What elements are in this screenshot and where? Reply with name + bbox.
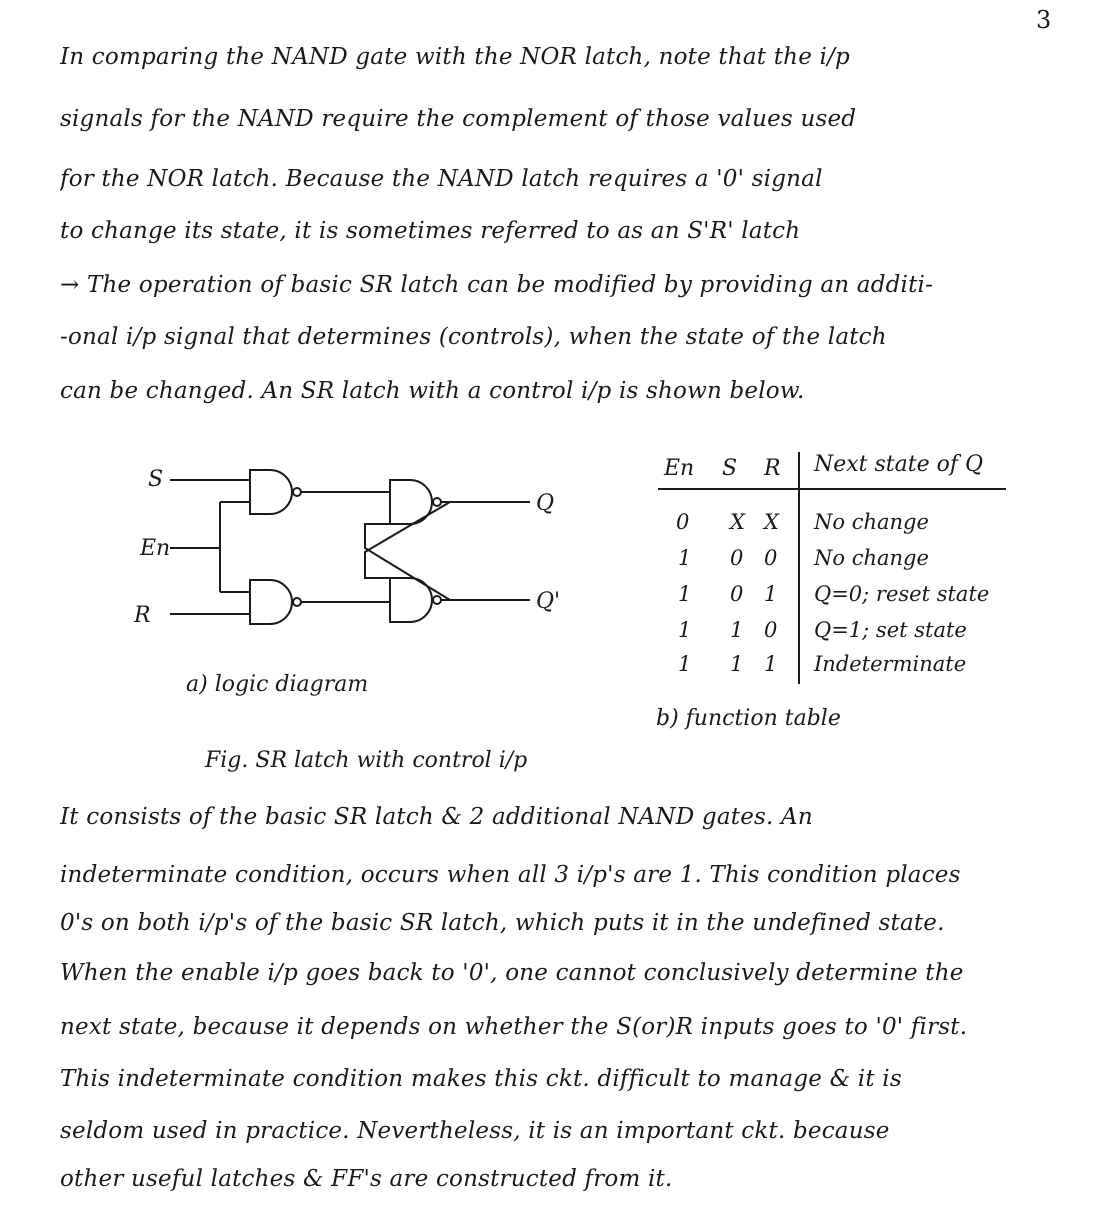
table-cell: 1	[678, 582, 692, 606]
text-line: It consists of the basic SR latch & 2 additional NAND gates. An	[60, 804, 813, 830]
text-line: signals for the NAND require the complement of those values used	[60, 106, 857, 132]
table-cell: 1	[764, 582, 778, 606]
table-cell: Q=0; reset state	[814, 582, 990, 606]
function-table	[650, 440, 1050, 690]
text-line: When the enable i/p goes back to '0', one cannot conclusively determine the	[60, 960, 964, 986]
table-cell: 1	[678, 618, 692, 642]
diagram-caption: a) logic diagram	[186, 672, 369, 697]
table-cell: X	[730, 510, 745, 534]
table-cell: 0	[730, 546, 744, 570]
header-next-state: Next state of Q	[814, 452, 984, 477]
text-line: This indeterminate condition makes this ckt. difficult to manage & it is	[60, 1066, 902, 1092]
table-cell: 1	[730, 652, 744, 676]
table-cell: Indeterminate	[814, 652, 967, 676]
output-label-q: Q	[536, 491, 555, 516]
text-line: indeterminate condition, occurs when all 3 i/p's are 1. This condition places	[60, 862, 961, 888]
table-cell: 1	[764, 652, 778, 676]
text-line: 0's on both i/p's of the basic SR latch, which puts it in the undefined state.	[60, 910, 945, 936]
header-r: R	[764, 456, 781, 481]
sr-latch-logic-diagram	[120, 452, 600, 652]
text-line: In comparing the NAND gate with the NOR latch, note that the i/p	[60, 44, 850, 70]
table-cell: 0	[764, 618, 778, 642]
input-label-s: S	[148, 467, 164, 492]
header-en: En	[664, 456, 695, 481]
table-divider	[658, 488, 1006, 490]
table-cell: X	[764, 510, 779, 534]
text-line: for the NOR latch. Because the NAND latch requires a '0' signal	[60, 166, 823, 192]
text-line: other useful latches & FF's are constructed from it.	[60, 1166, 673, 1192]
text-line: next state, because it depends on whether the S(or)R inputs goes to '0' first.	[60, 1014, 968, 1040]
page-number: 3	[1036, 6, 1052, 34]
table-caption: b) function table	[656, 706, 841, 731]
text-line: to change its state, it is sometimes referred to as an S'R' latch	[60, 218, 801, 244]
table-cell: No change	[814, 510, 929, 534]
table-cell: 0	[764, 546, 778, 570]
table-cell: 1	[678, 546, 692, 570]
table-divider	[798, 452, 800, 684]
text-line: seldom used in practice. Nevertheless, it is an important ckt. because	[60, 1118, 890, 1144]
table-cell: 0	[676, 510, 690, 534]
text-line: can be changed. An SR latch with a control i/p is shown below.	[60, 378, 805, 404]
input-label-r: R	[134, 603, 151, 628]
text-line: → The operation of basic SR latch can be modified by providing an additi-	[60, 272, 934, 298]
output-label-q-prime: Q'	[536, 589, 561, 614]
text-line: -onal i/p signal that determines (controls), when the state of the latch	[60, 324, 887, 350]
figure-caption: Fig. SR latch with control i/p	[205, 748, 528, 773]
table-cell: Q=1; set state	[814, 618, 967, 642]
table-cell: 1	[678, 652, 692, 676]
header-s: S	[722, 456, 738, 481]
table-cell: 0	[730, 582, 744, 606]
table-cell: 1	[730, 618, 744, 642]
table-cell: No change	[814, 546, 929, 570]
input-label-en: En	[140, 536, 171, 561]
